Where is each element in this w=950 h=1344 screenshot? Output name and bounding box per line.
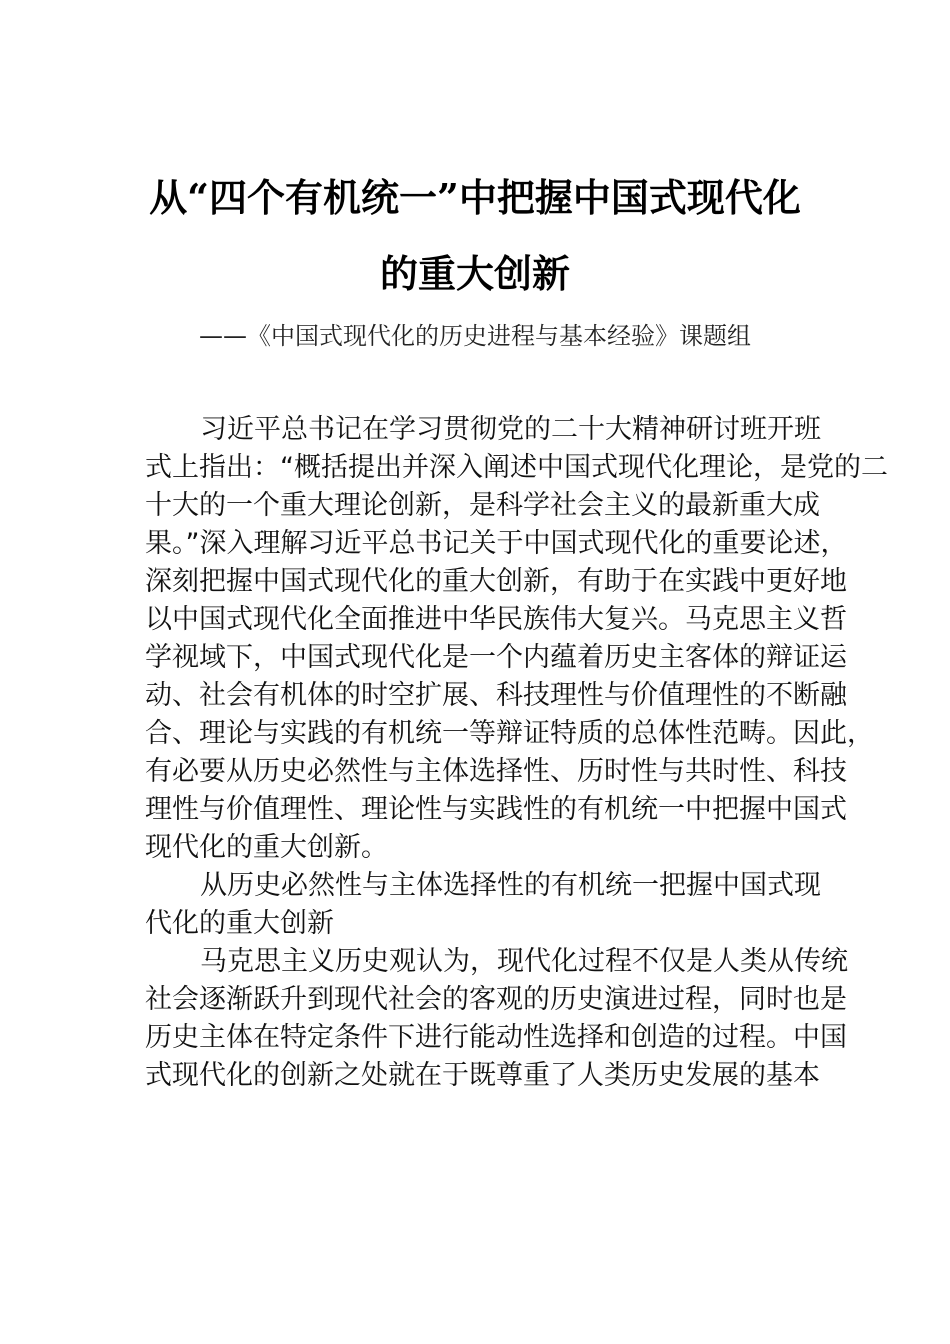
paragraph-1-line: 有必要从历史必然性与主体选择性、历时性与共时性、科技 (145, 756, 847, 787)
paragraph-1-line: 以中国式现代化全面推进中华民族伟大复兴。马克思主义哲 (145, 604, 847, 635)
paragraph-1-line: 习近平总书记在学习贯彻党的二十大精神研讨班开班 (200, 414, 821, 445)
paragraph-1-line: 式上指出：“概括提出并深入阐述中国式现代化理论，是党的二 (145, 452, 888, 483)
paragraph-2-line: 历史主体在特定条件下进行能动性选择和创造的过程。中国 (145, 1022, 847, 1053)
paragraph-1-line: 理性与价值理性、理论性与实践性的有机统一中把握中国式 (145, 794, 847, 825)
paragraph-1-line: 学视域下，中国式现代化是一个内蕴着历史主客体的辩证运 (145, 642, 847, 673)
paragraph-1-line: 深刻把握中国式现代化的重大创新，有助于在实践中更好地 (145, 566, 847, 597)
paragraph-1-line: 果。”深入理解习近平总书记关于中国式现代化的重要论述， (145, 528, 848, 559)
paragraph-2-line: 社会逐渐跃升到现代社会的客观的历史演进过程，同时也是 (145, 984, 847, 1015)
paragraph-2-line: 马克思主义历史观认为，现代化过程不仅是人类从传统 (200, 946, 848, 977)
paragraph-1-line: 合、理论与实践的有机统一等辩证特质的总体性范畴。因此， (145, 718, 874, 749)
section-heading-line: 从历史必然性与主体选择性的有机统一把握中国式现 (200, 870, 821, 901)
document-title-line-2: 的重大创新 (379, 251, 570, 296)
document-title-line-1: 从“四个有机统一”中把握中国式现代化 (149, 175, 801, 220)
paragraph-1-line: 动、社会有机体的时空扩展、科技理性与价值理性的不断融 (145, 680, 847, 711)
document-subtitle: ——《中国式现代化的历史进程与基本经验》课题组 (199, 322, 751, 350)
paragraph-2-line: 式现代化的创新之处就在于既尊重了人类历史发展的基本 (145, 1060, 820, 1091)
paragraph-1-line: 十大的一个重大理论创新，是科学社会主义的最新重大成 (145, 490, 820, 521)
paragraph-1-line: 现代化的重大创新。 (145, 832, 388, 863)
section-heading-line: 代化的重大创新 (145, 908, 334, 939)
